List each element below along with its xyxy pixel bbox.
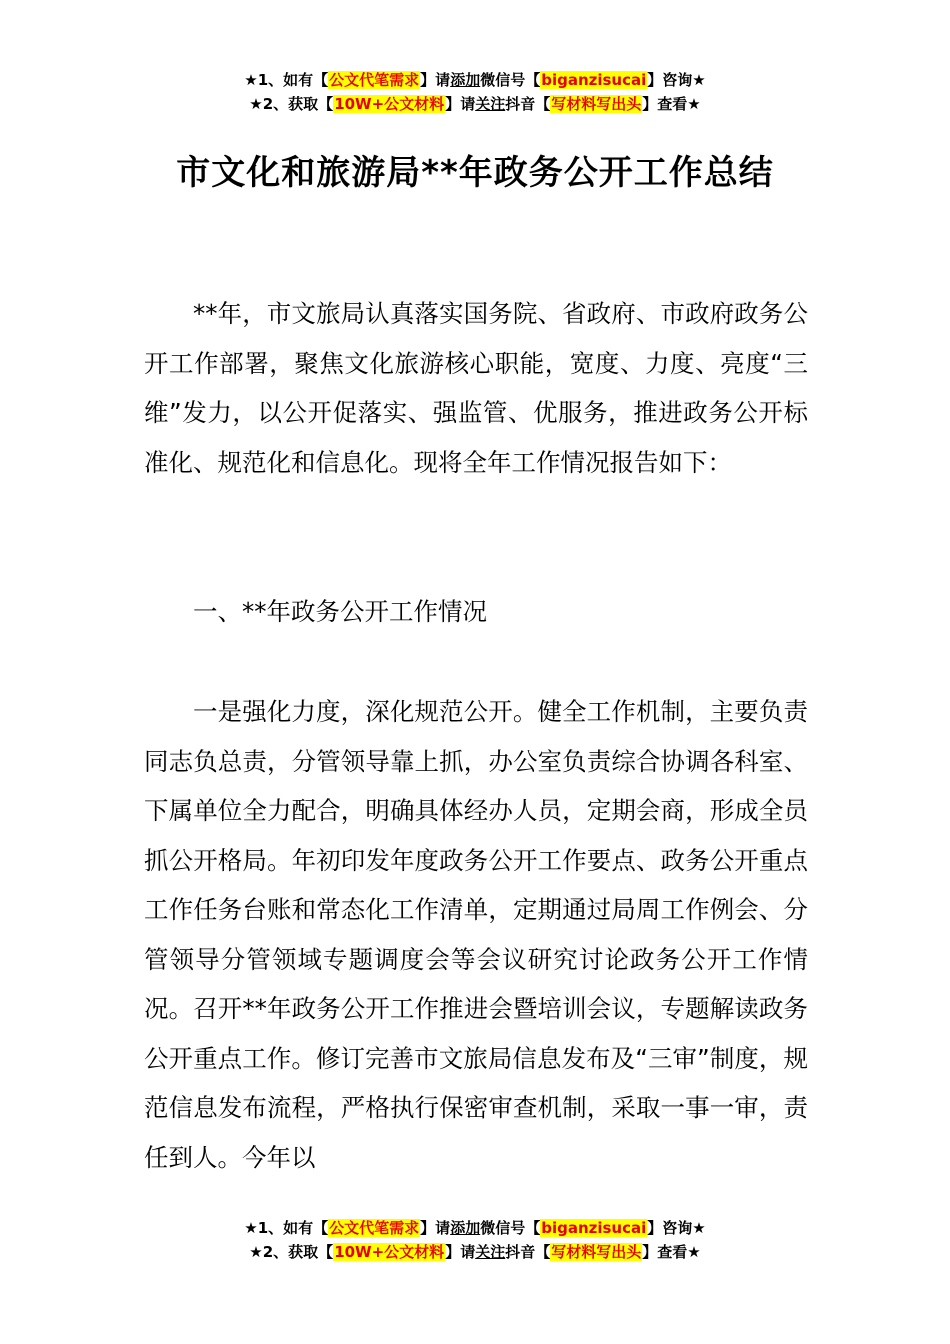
promo-underlined: 添加	[450, 1219, 481, 1237]
promo-highlight-wechat: biganzisucai	[541, 71, 647, 89]
promo-line-1	[0, 1216, 950, 1240]
promo-text: 】咨询★	[647, 1219, 706, 1237]
section-heading-1: 一、**年政务公开工作情况	[193, 597, 487, 626]
promo-line-2	[0, 92, 950, 116]
promo-text: 】请	[445, 95, 476, 113]
promo-text: ★1、如有【	[244, 71, 329, 89]
promo-underlined: 关注	[475, 95, 506, 113]
promo-text: 】请	[445, 1243, 476, 1261]
promo-text: 】请	[420, 1219, 451, 1237]
promo-highlight-wechat: biganzisucai	[541, 1219, 647, 1237]
promo-banner-bottom	[0, 1216, 950, 1264]
promo-text: 微信号【	[480, 71, 541, 89]
promo-line-1	[0, 68, 950, 92]
promo-highlight-douyin: 写材料写出头	[551, 95, 642, 113]
body-paragraph-2: 一是强化力度，深化规范公开。健全工作机制，主要负责同志负总责，分管领导靠上抓，办公室负责综合协调各科室、下属单位全力配合，明确具体经办人员，定期会商，形成全员抓公开格局。年初印发年度政务公开工作要点、政务公开重点工作任务台账和常态化工作清单，定期通过局周工作例会、分管领导分管领域专题调度会等会议研究讨论政务公开工作情况。召开**年政务公开工作推进会暨培训会议，专题解读政务公开重点工作。修订完善市文旅局信息发布及“三审”制度，规范信息发布流程，严格执行保密审查机制，采取一事一审，责任到人。今年以	[144, 697, 808, 1172]
document-title: 市文化和旅游局**年政务公开工作总结	[176, 153, 774, 193]
promo-underlined: 关注	[475, 1243, 506, 1261]
promo-text: 】查看★	[642, 95, 701, 113]
promo-underlined: 添加	[450, 71, 481, 89]
promo-text: ★1、如有【	[244, 1219, 329, 1237]
promo-text: ★2、获取【	[249, 1243, 334, 1261]
promo-banner-top	[0, 68, 950, 116]
promo-text: 】咨询★	[647, 71, 706, 89]
promo-text: ★2、获取【	[249, 95, 334, 113]
promo-text: 】请	[420, 71, 451, 89]
promo-text: 抖音【	[505, 1243, 551, 1261]
promo-text: 】查看★	[642, 1243, 701, 1261]
promo-highlight-douyin: 写材料写出头	[551, 1243, 642, 1261]
promo-highlight: 公文代笔需求	[329, 1219, 420, 1237]
promo-line-2	[0, 1240, 950, 1264]
promo-text: 微信号【	[480, 1219, 541, 1237]
promo-text: 抖音【	[505, 95, 551, 113]
promo-highlight: 10W+公文材料	[334, 95, 445, 113]
promo-highlight: 10W+公文材料	[334, 1243, 445, 1261]
promo-highlight: 公文代笔需求	[329, 71, 420, 89]
body-paragraph-1: **年，市文旅局认真落实国务院、省政府、市政府政务公开工作部署，聚焦文化旅游核心职能，宽度、力度、亮度“三维”发力，以公开促落实、强监管、优服务，推进政务公开标准化、规范化和信息化。现将全年工作情况报告如下：	[144, 299, 808, 477]
